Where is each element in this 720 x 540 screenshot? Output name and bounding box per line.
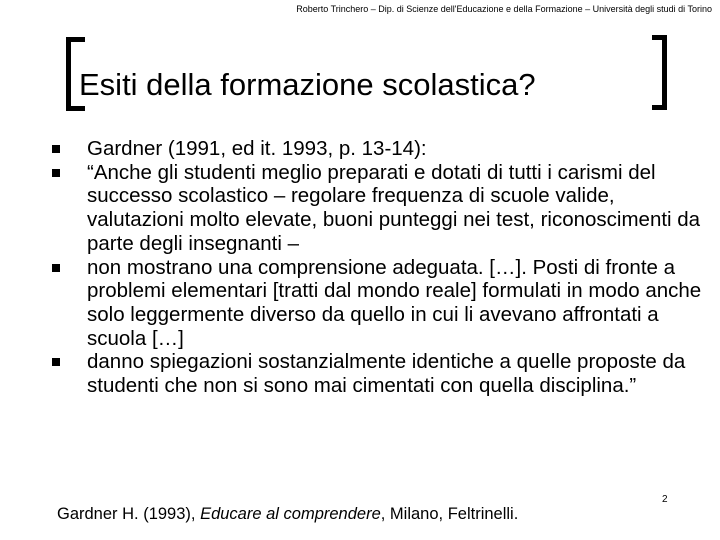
page-number: 2 [662, 494, 668, 505]
bullet-item [52, 137, 702, 161]
bibliographic-reference [57, 505, 518, 524]
bullet-square-icon [52, 358, 60, 366]
bullet-text: danno spiegazioni sostanzialmente identiche a quelle proposte da studenti che non si sono mai cimentati con quella disciplina.” [87, 350, 686, 398]
bullet-text: “Anche gli studenti meglio preparati e dotati di tutti i carismi del successo scolastico – regolare frequenza di scuole valide, valutazioni molto elevate, buoni punteggi nei test, riconoscimenti da parte degli insegnanti – [87, 160, 701, 255]
bullet-square-icon [52, 264, 60, 272]
reference-title: Educare al comprendere [200, 505, 381, 523]
reference-author: Gardner H. (1993), [57, 505, 201, 523]
title-bracket-right [652, 35, 667, 110]
slide-header: Roberto Trinchero – Dip. di Scienze dell'Educazione e della Formazione – Università degli studi di Torino [296, 4, 712, 14]
bullet-text: Gardner (1991, ed it. 1993, p. 13-14): [87, 137, 427, 160]
bullet-square-icon [52, 145, 60, 153]
bullet-square-icon [52, 169, 60, 177]
bullet-list [52, 137, 702, 398]
bullet-item [52, 256, 702, 351]
bullet-text: non mostrano una comprensione adeguata. […]. Posti di fronte a problemi elementari [tratti dal mondo reale] formulati in modo anche solo leggermente diverso da quello in cui li avevano affrontati a scuola […] [87, 255, 702, 350]
reference-publisher: , Milano, Feltrinelli. [380, 505, 519, 523]
bullet-item [52, 161, 702, 256]
slide-title: Esiti della formazione scolastica? [79, 67, 536, 102]
bullet-item [52, 350, 702, 397]
